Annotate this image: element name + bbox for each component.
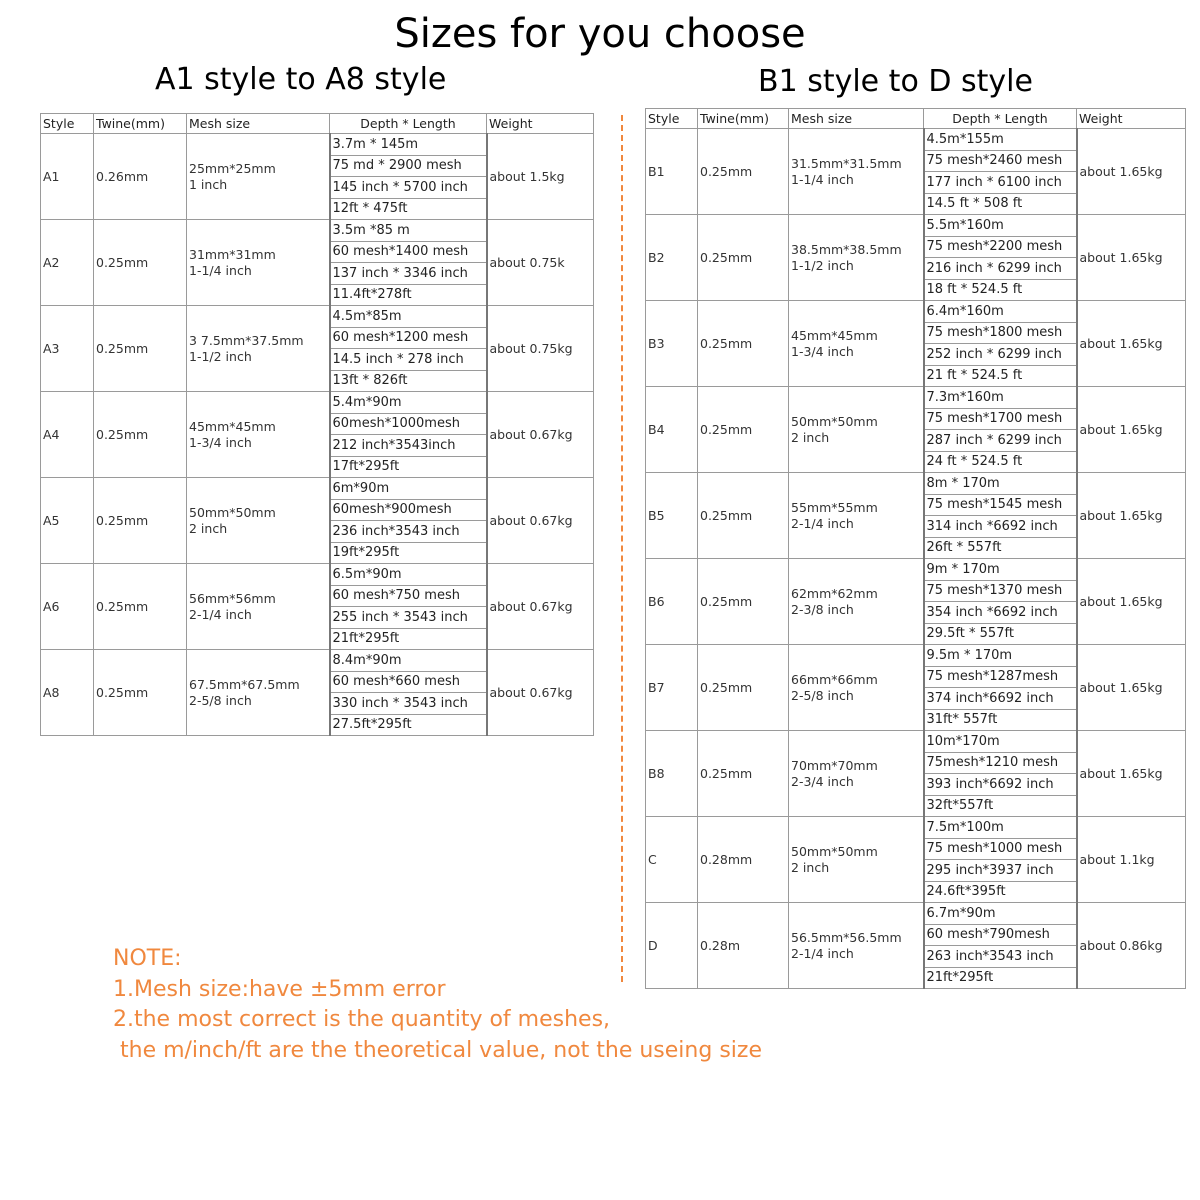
style-cell: B6 [646, 559, 698, 645]
mesh-size-line: 1-1/2 inch [791, 257, 854, 273]
depth-length-cell: 32ft*557ft [924, 795, 1077, 817]
depth-length-cell: 60 mesh*660 mesh [330, 671, 487, 693]
note-line: 1.Mesh size:have ±5mm error [113, 976, 446, 1002]
dashed-divider [621, 115, 623, 982]
depth-length-cell: 60mesh*1000mesh [330, 413, 487, 435]
header-style: Style [41, 114, 94, 134]
style-cell: A6 [41, 564, 94, 650]
mesh-size-line: 2 inch [791, 859, 830, 875]
depth-length-cell: 11.4ft*278ft [330, 284, 487, 306]
style-cell: C [646, 817, 698, 903]
style-cell: A5 [41, 478, 94, 564]
mesh-size-line: 1-3/4 inch [791, 343, 854, 359]
depth-length-cell: 21ft*295ft [330, 628, 487, 650]
twine-cell: 0.26mm [94, 134, 187, 220]
depth-length-cell: 60mesh*900mesh [330, 499, 487, 521]
depth-length-cell: 314 inch *6692 inch [924, 516, 1077, 538]
header-mesh-size: Mesh size [789, 109, 924, 129]
depth-length-cell: 374 inch*6692 inch [924, 688, 1077, 710]
depth-length-cell: 354 inch *6692 inch [924, 602, 1077, 624]
mesh-size-cell [789, 387, 924, 473]
mesh-size-line: 56mm*56mm [189, 590, 276, 606]
depth-length-cell: 177 inch * 6100 inch [924, 172, 1077, 194]
style-cell: A1 [41, 134, 94, 220]
mesh-size-line: 2-1/4 inch [791, 945, 854, 961]
style-cell: A4 [41, 392, 94, 478]
mesh-size-cell [187, 564, 330, 650]
mesh-size-line: 66mm*66mm [791, 671, 878, 687]
weight-cell: about 0.86kg [1077, 903, 1186, 989]
mesh-size-line: 1 inch [189, 176, 228, 192]
twine-cell: 0.25mm [94, 306, 187, 392]
depth-length-cell: 10m*170m [924, 731, 1077, 753]
depth-length-cell: 4.5m*85m [330, 306, 487, 328]
depth-length-cell: 31ft* 557ft [924, 709, 1077, 731]
twine-cell: 0.25mm [94, 478, 187, 564]
twine-cell: 0.28mm [698, 817, 789, 903]
mesh-size-cell [789, 559, 924, 645]
depth-length-cell: 75mesh*1210 mesh [924, 752, 1077, 774]
depth-length-cell: 75 md * 2900 mesh [330, 155, 487, 177]
table-row [41, 220, 594, 242]
mesh-size-cell [187, 306, 330, 392]
twine-cell: 0.28m [698, 903, 789, 989]
header-twine: Twine(mm) [94, 114, 187, 134]
mesh-size-line: 2-5/8 inch [189, 692, 252, 708]
twine-cell: 0.25mm [698, 559, 789, 645]
weight-cell: about 1.65kg [1077, 387, 1186, 473]
mesh-size-line: 56.5mm*56.5mm [791, 929, 902, 945]
depth-length-cell: 17ft*295ft [330, 456, 487, 478]
header-mesh-size: Mesh size [187, 114, 330, 134]
table-row [646, 301, 1186, 323]
style-cell: D [646, 903, 698, 989]
depth-length-cell: 75 mesh*2200 mesh [924, 236, 1077, 258]
twine-cell: 0.25mm [94, 220, 187, 306]
weight-cell: about 0.75k [487, 220, 594, 306]
depth-length-cell: 24.6ft*395ft [924, 881, 1077, 903]
twine-cell: 0.25mm [698, 473, 789, 559]
depth-length-cell: 252 inch * 6299 inch [924, 344, 1077, 366]
mesh-size-line: 2-1/4 inch [791, 515, 854, 531]
table-row [41, 134, 594, 156]
mesh-size-line: 50mm*50mm [791, 843, 878, 859]
mesh-size-cell [789, 129, 924, 215]
table-header-row [41, 114, 594, 134]
table-header-row [646, 109, 1186, 129]
mesh-size-line: 50mm*50mm [189, 504, 276, 520]
mesh-size-cell [187, 220, 330, 306]
twine-cell: 0.25mm [698, 645, 789, 731]
style-cell: B3 [646, 301, 698, 387]
style-cell: A3 [41, 306, 94, 392]
style-cell: B1 [646, 129, 698, 215]
depth-length-cell: 14.5 ft * 508 ft [924, 193, 1077, 215]
size-table-b [645, 108, 1186, 989]
table-row [646, 731, 1186, 753]
weight-cell: about 1.1kg [1077, 817, 1186, 903]
depth-length-cell: 9m * 170m [924, 559, 1077, 581]
header-style: Style [646, 109, 698, 129]
twine-cell: 0.25mm [94, 650, 187, 736]
depth-length-cell: 75 mesh*1700 mesh [924, 408, 1077, 430]
table-row [646, 129, 1186, 151]
depth-length-cell: 236 inch*3543 inch [330, 521, 487, 543]
weight-cell: about 0.67kg [487, 650, 594, 736]
mesh-size-cell [187, 134, 330, 220]
depth-length-cell: 21 ft * 524.5 ft [924, 365, 1077, 387]
mesh-size-line: 3 7.5mm*37.5mm [189, 332, 304, 348]
header-twine: Twine(mm) [698, 109, 789, 129]
table-row [646, 903, 1186, 925]
mesh-size-cell [187, 478, 330, 564]
depth-length-cell: 75 mesh*1800 mesh [924, 322, 1077, 344]
depth-length-cell: 26ft * 557ft [924, 537, 1077, 559]
style-cell: B4 [646, 387, 698, 473]
mesh-size-line: 2-3/4 inch [791, 773, 854, 789]
depth-length-cell: 3.5m *85 m [330, 220, 487, 242]
mesh-size-line: 70mm*70mm [791, 757, 878, 773]
depth-length-cell: 3.7m * 145m [330, 134, 487, 156]
table-row [41, 306, 594, 328]
depth-length-cell: 19ft*295ft [330, 542, 487, 564]
style-cell: B5 [646, 473, 698, 559]
page-title: Sizes for you choose [394, 11, 806, 57]
twine-cell: 0.25mm [698, 301, 789, 387]
style-cell: B2 [646, 215, 698, 301]
depth-length-cell: 24 ft * 524.5 ft [924, 451, 1077, 473]
depth-length-cell: 7.3m*160m [924, 387, 1077, 409]
depth-length-cell: 295 inch*3937 inch [924, 860, 1077, 882]
depth-length-cell: 330 inch * 3543 inch [330, 693, 487, 715]
depth-length-cell: 29.5ft * 557ft [924, 623, 1077, 645]
mesh-size-line: 31.5mm*31.5mm [791, 155, 902, 171]
depth-length-cell: 12ft * 475ft [330, 198, 487, 220]
weight-cell: about 1.65kg [1077, 473, 1186, 559]
size-table-a [40, 113, 594, 736]
depth-length-cell: 75 mesh*1000 mesh [924, 838, 1077, 860]
depth-length-cell: 212 inch*3543inch [330, 435, 487, 457]
table-row [41, 564, 594, 586]
mesh-size-cell [187, 392, 330, 478]
weight-cell: about 1.65kg [1077, 731, 1186, 817]
mesh-size-line: 31mm*31mm [189, 246, 276, 262]
depth-length-cell: 60 mesh*750 mesh [330, 585, 487, 607]
depth-length-cell: 7.5m*100m [924, 817, 1077, 839]
table-row [646, 215, 1186, 237]
mesh-size-line: 2-5/8 inch [791, 687, 854, 703]
table-row [646, 473, 1186, 495]
depth-length-cell: 216 inch * 6299 inch [924, 258, 1077, 280]
mesh-size-line: 1-3/4 inch [189, 434, 252, 450]
note-line: 2.the most correct is the quantity of meshes, [113, 1007, 611, 1032]
mesh-size-line: 38.5mm*38.5mm [791, 241, 902, 257]
mesh-size-cell [789, 731, 924, 817]
depth-length-cell: 393 inch*6692 inch [924, 774, 1077, 796]
mesh-size-cell [789, 817, 924, 903]
note-line: the m/inch/ft are the theoretical value, not the useing size [113, 1037, 762, 1063]
mesh-size-cell [789, 215, 924, 301]
depth-length-cell: 60 mesh*1400 mesh [330, 241, 487, 263]
mesh-size-line: 1-1/2 inch [189, 348, 252, 364]
twine-cell: 0.25mm [698, 215, 789, 301]
depth-length-cell: 6.5m*90m [330, 564, 487, 586]
left-table-subtitle: A1 style to A8 style [155, 62, 447, 97]
depth-length-cell: 6.7m*90m [924, 903, 1077, 925]
weight-cell: about 0.67kg [487, 478, 594, 564]
note-block [113, 944, 873, 1066]
twine-cell: 0.25mm [698, 387, 789, 473]
mesh-size-line: 45mm*45mm [189, 418, 276, 434]
depth-length-cell: 137 inch * 3346 inch [330, 263, 487, 285]
weight-cell: about 0.75kg [487, 306, 594, 392]
depth-length-cell: 8m * 170m [924, 473, 1077, 495]
header-depth-length: Depth * Length [924, 109, 1077, 129]
weight-cell: about 1.65kg [1077, 559, 1186, 645]
mesh-size-line: 2-1/4 inch [189, 606, 252, 622]
note-heading: NOTE: [113, 946, 182, 971]
depth-length-cell: 21ft*295ft [924, 967, 1077, 989]
depth-length-cell: 75 mesh*1287mesh [924, 666, 1077, 688]
depth-length-cell: 287 inch * 6299 inch [924, 430, 1077, 452]
depth-length-cell: 263 inch*3543 inch [924, 946, 1077, 968]
header-depth-length: Depth * Length [330, 114, 487, 134]
depth-length-cell: 14.5 inch * 278 inch [330, 349, 487, 371]
weight-cell: about 0.67kg [487, 564, 594, 650]
mesh-size-cell [789, 473, 924, 559]
style-cell: A2 [41, 220, 94, 306]
depth-length-cell: 255 inch * 3543 inch [330, 607, 487, 629]
mesh-size-line: 50mm*50mm [791, 413, 878, 429]
mesh-size-line: 2 inch [791, 429, 830, 445]
mesh-size-line: 25mm*25mm [189, 160, 276, 176]
depth-length-cell: 27.5ft*295ft [330, 714, 487, 736]
mesh-size-line: 67.5mm*67.5mm [189, 676, 300, 692]
depth-length-cell: 75 mesh*1545 mesh [924, 494, 1077, 516]
header-weight: Weight [487, 114, 594, 134]
weight-cell: about 0.67kg [487, 392, 594, 478]
mesh-size-line: 45mm*45mm [791, 327, 878, 343]
style-cell: B7 [646, 645, 698, 731]
mesh-size-line: 1-1/4 inch [791, 171, 854, 187]
twine-cell: 0.25mm [94, 392, 187, 478]
table-row [646, 817, 1186, 839]
weight-cell: about 1.5kg [487, 134, 594, 220]
depth-length-cell: 6.4m*160m [924, 301, 1077, 323]
table-row [41, 650, 594, 672]
mesh-size-line: 55mm*55mm [791, 499, 878, 515]
mesh-size-cell [187, 650, 330, 736]
twine-cell: 0.25mm [94, 564, 187, 650]
depth-length-cell: 4.5m*155m [924, 129, 1077, 151]
mesh-size-line: 1-1/4 inch [189, 262, 252, 278]
style-cell: A8 [41, 650, 94, 736]
table-row [646, 387, 1186, 409]
table-row [41, 478, 594, 500]
depth-length-cell: 18 ft * 524.5 ft [924, 279, 1077, 301]
mesh-size-line: 2 inch [189, 520, 228, 536]
depth-length-cell: 5.4m*90m [330, 392, 487, 414]
depth-length-cell: 9.5m * 170m [924, 645, 1077, 667]
table-row [41, 392, 594, 414]
depth-length-cell: 8.4m*90m [330, 650, 487, 672]
depth-length-cell: 60 mesh*1200 mesh [330, 327, 487, 349]
mesh-size-line: 62mm*62mm [791, 585, 878, 601]
table-row [646, 645, 1186, 667]
weight-cell: about 1.65kg [1077, 215, 1186, 301]
depth-length-cell: 75 mesh*1370 mesh [924, 580, 1077, 602]
right-table-subtitle: B1 style to D style [758, 64, 1033, 99]
mesh-size-cell [789, 301, 924, 387]
depth-length-cell: 60 mesh*790mesh [924, 924, 1077, 946]
mesh-size-cell [789, 645, 924, 731]
depth-length-cell: 75 mesh*2460 mesh [924, 150, 1077, 172]
twine-cell: 0.25mm [698, 731, 789, 817]
table-row [646, 559, 1186, 581]
depth-length-cell: 6m*90m [330, 478, 487, 500]
twine-cell: 0.25mm [698, 129, 789, 215]
weight-cell: about 1.65kg [1077, 645, 1186, 731]
depth-length-cell: 5.5m*160m [924, 215, 1077, 237]
weight-cell: about 1.65kg [1077, 301, 1186, 387]
header-weight: Weight [1077, 109, 1186, 129]
weight-cell: about 1.65kg [1077, 129, 1186, 215]
style-cell: B8 [646, 731, 698, 817]
depth-length-cell: 13ft * 826ft [330, 370, 487, 392]
depth-length-cell: 145 inch * 5700 inch [330, 177, 487, 199]
mesh-size-line: 2-3/8 inch [791, 601, 854, 617]
